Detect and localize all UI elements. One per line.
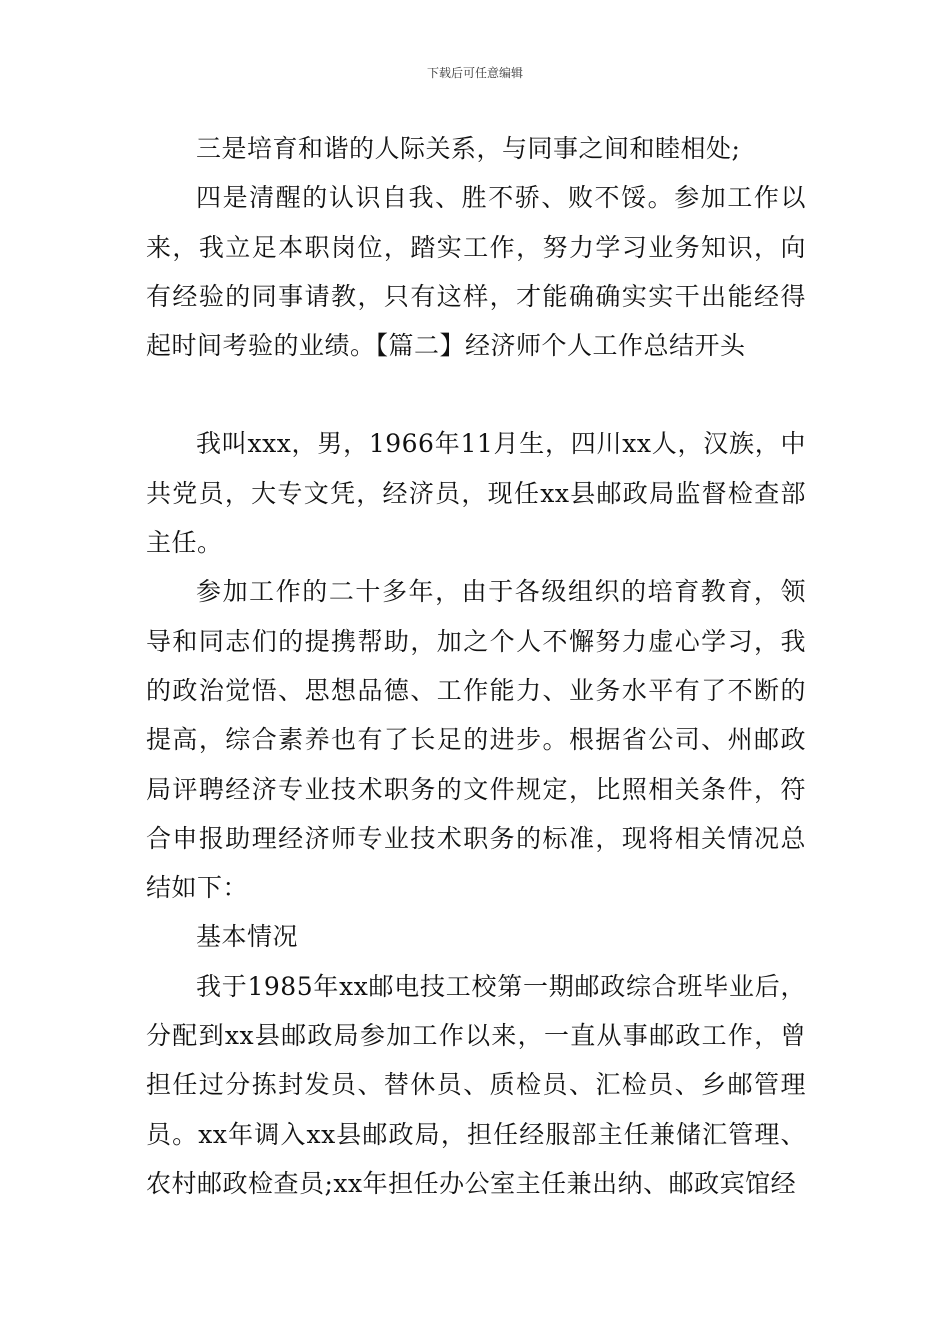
document-body [146,124,806,1208]
paragraph-self-awareness: 四是清醒的认识自我、胜不骄、败不馁。参加工作以来，我立足本职岗位，踏实工作，努力学习业务知识，向有经验的同事请教，只有这样，才能确确实实干出能经得起时间考验的业绩。【篇二】经济师个人工作总结开头 [146,183,806,361]
paragraph-relations: 三是培育和谐的人际关系，与同事之间和睦相处; [196,134,741,163]
paragraph-work-experience: 参加工作的二十多年，由于各级组织的培育教育，领导和同志们的提携帮助，加之个人不懈努力虚心学习，我的政治觉悟、思想品德、工作能力、业务水平有了不断的提高，综合素养也有了长足的进步。根据省公司、州邮政局评聘经济专业技术职务的文件规定，比照相关条件，符合申报助理经济师专业技术职务的标准，现将相关情况总结如下： [146,577,806,903]
page-header-note: 下载后可任意编辑 [426,66,523,80]
section-heading-basic-info: 基本情况 [196,922,299,952]
paragraph-personal-intro: 我叫xxx，男，1966年11月生，四川xx人，汉族，中共党员，大专文凭，经济员，现任xx县邮政局监督检查部主任。 [146,429,806,558]
paragraph-career-history: 我于1985年xx邮电技工校第一期邮政综合班毕业后，分配到xx县邮政局参加工作以来，一直从事邮政工作，曾担任过分拣封发员、替休员、质检员、汇检员、乡邮管理员。xx年调入xx县邮政局，担任经服部主任兼储汇管理、农村邮政检查员;xx年担任办公室主任兼出纳、邮政宾馆经 [146,971,806,1198]
